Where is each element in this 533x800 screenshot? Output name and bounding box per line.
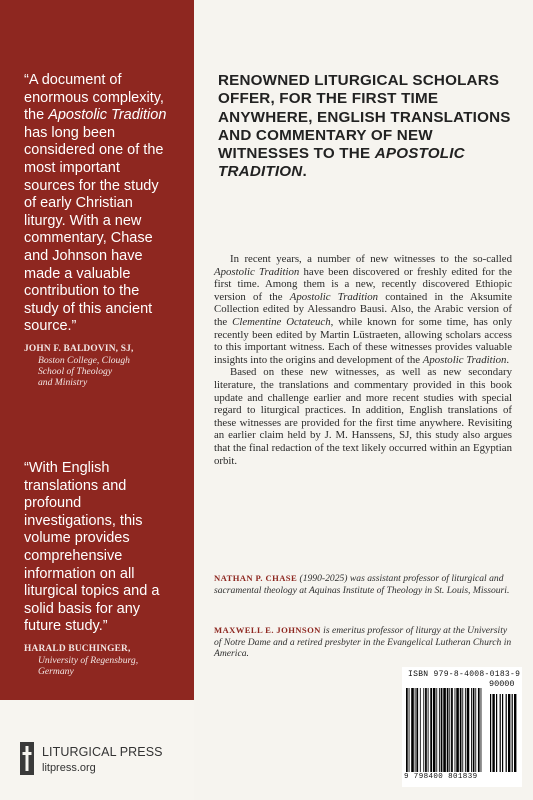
quote1-text-b: has long been considered one of the most important sources for the study of early Christian liturgy. With a new commentary, Chase and Johnson have made a valuable contribution to the study of this ancient source.” bbox=[24, 124, 164, 335]
headline-period: . bbox=[302, 163, 307, 181]
isbn-label: ISBN 979-8-4008-0183-9 bbox=[408, 670, 521, 679]
p1-em-1: Apostolic Tradition bbox=[214, 265, 300, 278]
quote1-title: Apostolic Tradition bbox=[48, 107, 167, 124]
headline-text: RENOWNED LITURGICAL SCHOLARS OFFER, FOR THE FIRST TIME ANYWHERE, ENGLISH TRANSLATIONS AND COMMENTARY OF NEW WITNESSES TO THE bbox=[218, 72, 511, 163]
publisher-logo bbox=[16, 742, 186, 782]
quote2-affiliation-1: University of Regensburg, bbox=[38, 654, 139, 666]
p1-em-3: Clementine Octateuch bbox=[232, 315, 331, 328]
p1-seg-c: contained in the Aksumite Collection edited by Alessandro Bausi. Also, the Arabic version of the bbox=[214, 290, 512, 328]
p1-seg-b: have been discovered or freshly edited for the first time. Among them is a new, recently discovered Ethiopic version of the bbox=[214, 265, 512, 303]
quote1-affiliation-1: Boston College, Clough bbox=[38, 354, 130, 366]
p1-seg-a: In recent years, a number of new witnesses to the so-called bbox=[230, 253, 512, 265]
quote1-affiliation-2: School of Theology bbox=[38, 365, 113, 377]
quote2-attribution bbox=[24, 644, 174, 677]
barcode-number: 9 798400 801839 bbox=[404, 773, 478, 781]
barcode-box bbox=[402, 667, 522, 787]
p1-em-4: Apostolic Tradition bbox=[422, 353, 507, 366]
right-column bbox=[194, 0, 533, 800]
liturgical-press-icon bbox=[20, 742, 34, 775]
description-paragraph-1 bbox=[214, 253, 512, 366]
endorsement-quote-2 bbox=[24, 460, 174, 677]
left-column bbox=[0, 0, 194, 800]
endorsement-panel bbox=[0, 0, 194, 700]
author-bio-2 bbox=[214, 625, 514, 660]
bio2-name: MAXWELL E. JOHNSON bbox=[214, 625, 321, 635]
headline bbox=[218, 72, 528, 182]
description bbox=[214, 253, 512, 467]
bio1-text: (1990-2025) was assistant professor of liturgical and sacramental theology at Aquinas Institute of Theology in St. Louis, Missouri. bbox=[214, 573, 510, 596]
quote2-text: “With English translations and profound investigations, this volume provides comprehensive information on all liturgical topics and a solid basis for any future study.” bbox=[24, 460, 160, 635]
p1-seg-e: . bbox=[506, 353, 510, 366]
bio2-text: is emeritus professor of liturgy at the University of Notre Dame and a retired presbyter in the Evangelical Lutheran Church in America. bbox=[214, 625, 512, 660]
p1-seg-d: , while known for some time, has only recently been edited by Martin Lüstraeten, allowing scholars access to this important witness. Each of these witnesses provides valuable insights into the origins and development of the bbox=[214, 315, 513, 366]
description-paragraph-2: Based on these new witnesses, as well as new secondary literature, the translations and commentary provided in this book update and challenge earlier and more recent studies with special regard to liturgical practices. In addition, English translations of these witnesses are provided for the first time anywhere. Revisiting an earlier claim held by J. M. Hanssens, SJ, this study also argues that the final redaction of the text likely occurred within an Egyptian orbit. bbox=[214, 366, 512, 467]
publisher-url: litpress.org bbox=[42, 762, 96, 774]
quote1-author: JOHN F. BALDOVIN, SJ, bbox=[24, 343, 134, 354]
p1-em-2: Apostolic Tradition bbox=[289, 290, 378, 303]
publisher-name: LITURGICAL PRESS bbox=[42, 745, 163, 759]
quote1-text-a: “A document of enormous complexity, the bbox=[24, 72, 164, 124]
bio1-name: NATHAN P. CHASE bbox=[214, 573, 298, 583]
headline-title: APOSTOLIC TRADITION bbox=[218, 145, 465, 181]
endorsement-quote-1 bbox=[24, 72, 174, 388]
barcode-addon: 90000 bbox=[489, 679, 515, 689]
quote1-attribution bbox=[24, 344, 174, 388]
barcode-icon bbox=[406, 688, 518, 772]
quote2-affiliation-2: Germany bbox=[38, 665, 74, 677]
quote1-affiliation-3: and Ministry bbox=[38, 376, 88, 388]
author-bio-1 bbox=[214, 573, 514, 596]
quote2-author: HARALD BUCHINGER, bbox=[24, 643, 131, 654]
